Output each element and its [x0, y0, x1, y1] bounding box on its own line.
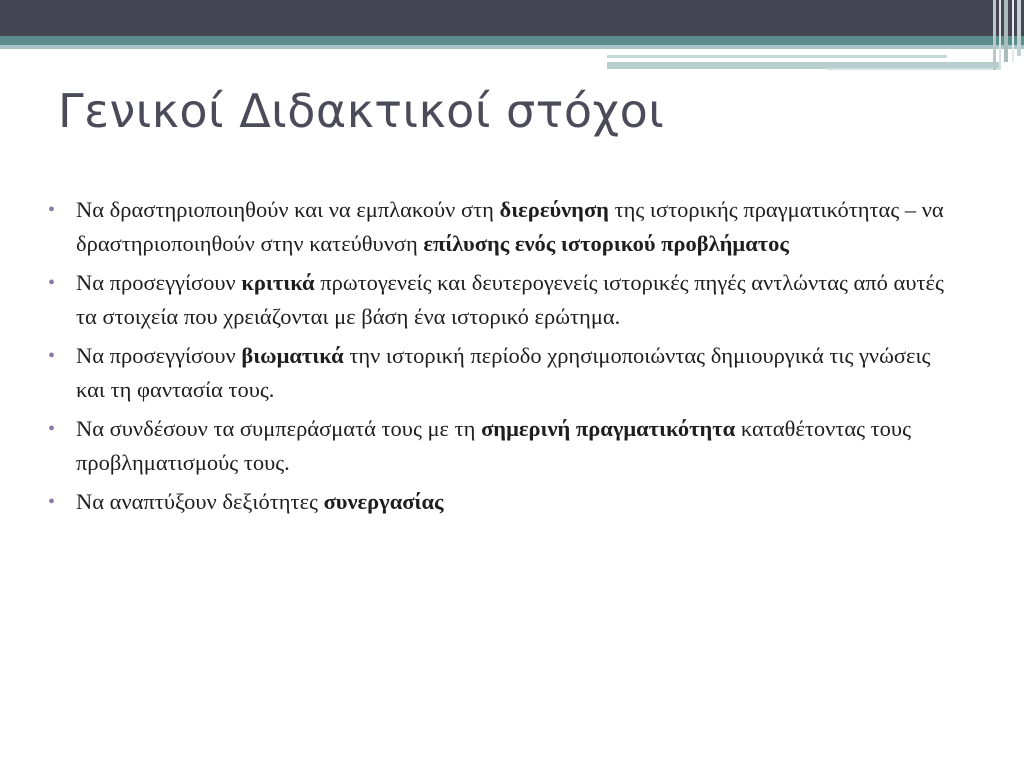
bold-text-run: συνεργασίας [323, 489, 444, 514]
slide-title: Γενικοί Διδακτικοί στόχοι [58, 84, 665, 138]
bullet-text [76, 489, 444, 514]
bold-text-run: σημερινή πραγματικότητα [481, 416, 736, 441]
bullet-text [76, 343, 930, 402]
bullet-icon: • [48, 272, 56, 294]
bullet-text [76, 416, 911, 475]
bullet-item [48, 485, 958, 519]
bullet-item [48, 266, 958, 334]
bullet-icon: • [48, 491, 56, 513]
header-light-band [0, 45, 1024, 49]
bullet-item [48, 412, 958, 480]
text-run: Να προσεγγίσουν [76, 270, 242, 295]
bold-text-run: επίλυσης ενός ιστορικού προβλήματος [423, 231, 789, 256]
decorative-stripe [1004, 0, 1008, 62]
decorative-line [607, 55, 947, 58]
header-dark-band [0, 0, 1024, 36]
bold-text-run: κριτικά [241, 270, 315, 295]
decorative-stripe [993, 0, 996, 70]
bullet-text [76, 197, 944, 256]
text-run: πρωτογενείς και δευτερογενείς ιστορικές πηγές αντλώντας από αυτές τα στοιχεία που χρειάζονται με βάση ένα ιστορικό ερώτημα. [76, 270, 944, 329]
bullet-icon: • [48, 199, 56, 221]
decorative-stripe [1017, 0, 1021, 56]
decorative-stripe [999, 0, 1001, 70]
bullet-text [76, 270, 944, 329]
text-run: Να αναπτύξουν δεξιότητες [76, 489, 324, 514]
text-run: της ιστορικής πραγματικότητας – να δραστηριοποιηθούν στην κατεύθυνση [76, 197, 944, 256]
bullet-icon: • [48, 418, 56, 440]
header-teal-band [0, 36, 1024, 45]
text-run: Να δραστηριοποιηθούν και να εμπλακούν στη [76, 197, 500, 222]
text-run: την ιστορική περίοδο χρησιμοποιώντας δημιουργικά τις γνώσεις και τη φαντασία τους. [76, 343, 931, 402]
bold-text-run: διερεύνηση [499, 197, 609, 222]
text-run: Να συνδέσουν τα συμπεράσματά τους με τη [76, 416, 482, 441]
bullet-list [48, 193, 958, 524]
bold-text-run: βιωματικά [241, 343, 344, 368]
text-run: Να προσεγγίσουν [76, 343, 242, 368]
decorative-stripe [1012, 0, 1014, 62]
bullet-item [48, 339, 958, 407]
bullet-item [48, 193, 958, 261]
decorative-line [826, 68, 1001, 70]
bullet-icon: • [48, 345, 56, 367]
text-run: καταθέτοντας τους προβληματισμούς τους. [76, 416, 911, 475]
